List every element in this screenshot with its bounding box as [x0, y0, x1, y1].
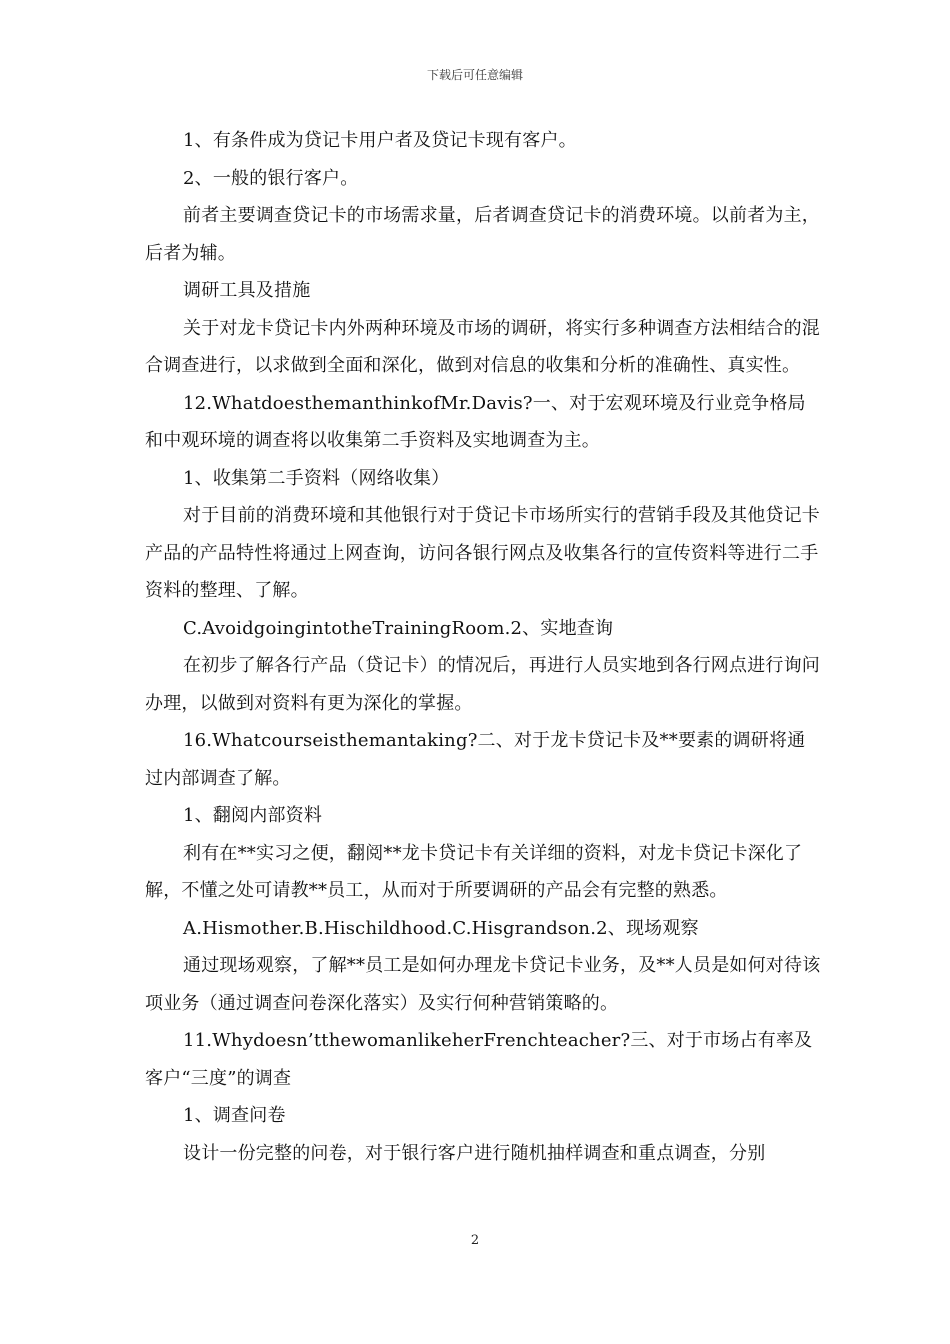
paragraph-1: 1、有条件成为贷记卡用户者及贷记卡现有客户。	[183, 130, 577, 151]
paragraph-17: 1、调查问卷	[183, 1105, 286, 1126]
paragraph-2: 2、一般的银行客户。	[183, 167, 359, 189]
paragraph-9: C.AvoidgoingintotheTrainingRoom.2、实地查询	[183, 617, 614, 639]
paragraph-18: 设计一份完整的问卷，对于银行客户进行随机抽样调查和重点调查，分别	[183, 1142, 766, 1164]
paragraph-14: A.Hismother.B.Hischildhood.C.Hisgrandson.2、现场观察	[183, 917, 699, 939]
paragraph-11: 16.Whatcourseisthemantaking?二、对于龙卡贷记卡及**要素的调研将通过内部调查了解。	[145, 730, 806, 789]
paragraph-10: 在初步了解各行产品（贷记卡）的情况后，再进行人员实地到各行网点进行询问办理，以做到对资料有更为深化的掌握。	[145, 655, 820, 714]
section-heading-research-tools: 调研工具及措施	[183, 280, 311, 301]
paragraph-5: 关于对龙卡贷记卡内外两种环境及市场的调研，将实行多种调查方法相结合的混合调查进行，以求做到全面和深化，做到对信息的收集和分析的准确性、真实性。	[145, 317, 820, 376]
paragraph-3: 前者主要调查贷记卡的市场需求量，后者调查贷记卡的消费环境。以前者为主，后者为辅。	[145, 205, 820, 264]
paragraph-7: 1、收集第二手资料（网络收集）	[183, 467, 450, 489]
page-header: 下载后可任意编辑	[426, 68, 523, 82]
paragraph-6: 12.WhatdoesthemanthinkofMr.Davis?一、对于宏观环境及行业竞争格局和中观环境的调查将以收集第二手资料及实地调查为主。	[145, 392, 806, 451]
paragraph-8: 对于目前的消费环境和其他银行对于贷记卡市场所实行的营销手段及其他贷记卡产品的产品特性将通过上网查询，访问各银行网点及收集各行的宣传资料等进行二手资料的整理、了解。	[145, 505, 820, 601]
paragraph-15: 通过现场观察，了解**员工是如何办理龙卡贷记卡业务，及**人员是如何对待该项业务（通过调查问卷深化落实）及实行何种营销策略的。	[145, 955, 821, 1014]
paragraph-13: 利有在**实习之便，翻阅**龙卡贷记卡有关详细的资料，对龙卡贷记卡深化了解，不懂之处可请教**员工，从而对于所要调研的产品会有完整的熟悉。	[145, 842, 803, 901]
page-number: 2	[470, 1233, 480, 1248]
document-body	[145, 122, 821, 1172]
paragraph-12: 1、翻阅内部资料	[183, 805, 323, 826]
paragraph-16: 11.Whydoesn’tthewomanlikeherFrenchteacher?三、对于市场占有率及客户“三度”的调查	[145, 1030, 813, 1089]
